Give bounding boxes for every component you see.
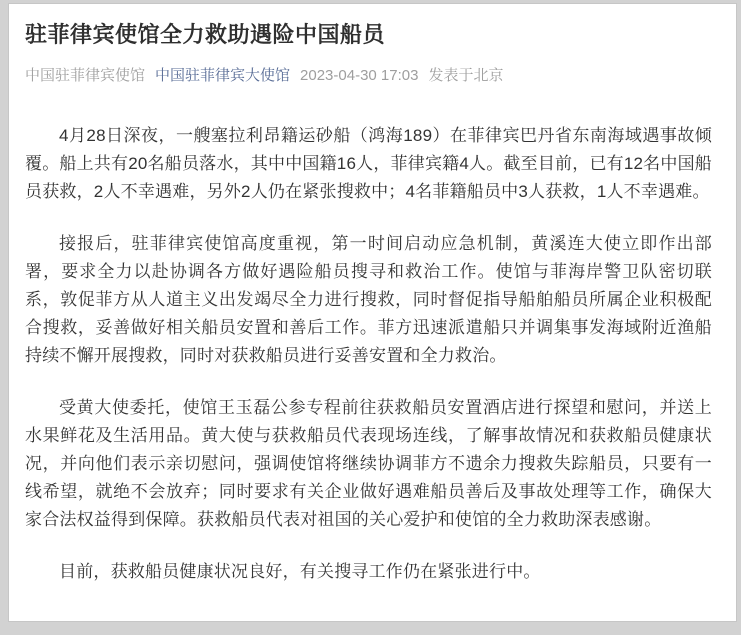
paragraph-3: 受黄大使委托，使馆王玉磊公参专程前往获救船员安置酒店进行探望和慰问，并送上水果鲜花及生活用品。黄大使与获救船员代表现场连线，了解事故情况和获救船员健康状况，并向他们表示亲切慰问，强调使馆将继续协调菲方不遗余力搜救失踪船员，只要有一线希望，就绝不会放弃；同时要求有关企业做好遇难船员善后及事故处理等工作，确保大家合法权益得到保障。获救船员代表对祖国的关心爱护和使馆的全力救助深表感谢。 <box>25 398 712 529</box>
article-body <box>25 122 712 586</box>
article-card <box>8 3 737 622</box>
publish-location: 发表于北京 <box>428 67 504 84</box>
paragraph-1: 4月28日深夜，一艘塞拉利昂籍运砂船（鸿海189）在菲律宾巴丹省东南海域遇事故倾覆。船上共有20名船员落水，其中中国籍16人，菲律宾籍4人。截至目前，已有12名中国船员获救，2人不幸遇难，另外2人仍在紧张搜救中；4名菲籍船员中3人获救，1人不幸遇难。 <box>25 126 712 201</box>
article-meta <box>25 66 712 86</box>
paragraph-2: 接报后，驻菲律宾使馆高度重视，第一时间启动应急机制，黄溪连大使立即作出部署，要求全力以赴协调各方做好遇险船员搜寻和救治工作。使馆与菲海岸警卫队密切联系，敦促菲方从人道主义出发竭尽全力进行搜救，同时督促指导船舶船员所属企业积极配合搜救，妥善做好相关船员安置和善后工作。菲方迅速派遣船只并调集事发海域附近渔船持续不懈开展搜救，同时对获救船员进行妥善安置和全力救治。 <box>25 234 712 365</box>
paragraph-4: 目前，获救船员健康状况良好，有关搜寻工作仍在紧张进行中。 <box>59 562 541 581</box>
article-title: 驻菲律宾使馆全力救助遇险中国船员 <box>25 22 386 47</box>
publish-time: 2023-04-30 17:03 <box>300 67 419 84</box>
official-account-link[interactable]: 中国驻菲律宾大使馆 <box>155 67 291 84</box>
source-name: 中国驻菲律宾使馆 <box>25 67 146 84</box>
